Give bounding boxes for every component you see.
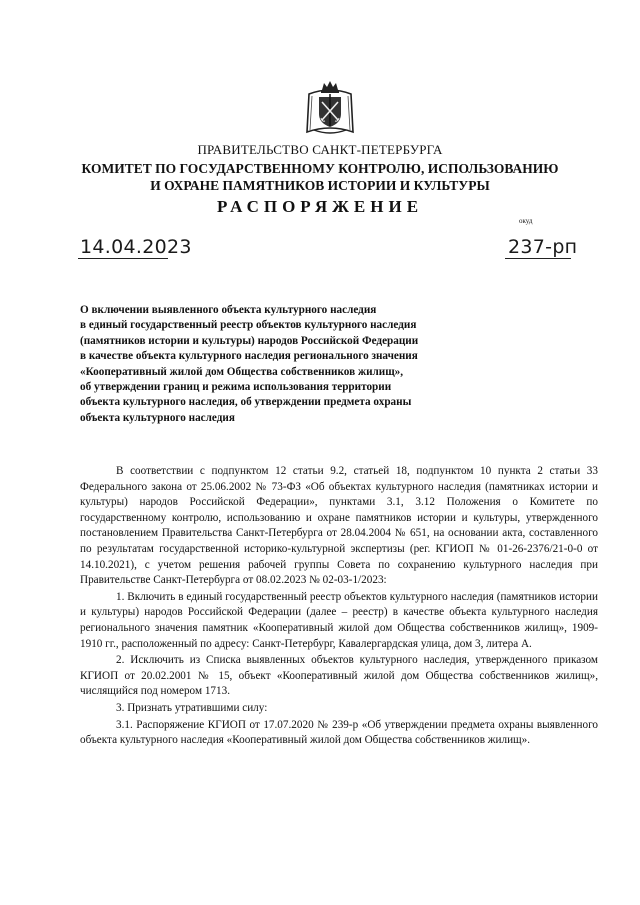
subject-line: (памятников истории и культуры) народов Российской Федерации — [80, 334, 419, 347]
document-type: РАСПОРЯЖЕНИЕ — [216, 197, 424, 216]
subject-line: «Кооперативный жилой дом Общества собственников жилищ», — [80, 365, 404, 378]
subject-line: О включении выявленного объекта культурного наследия — [80, 304, 377, 316]
item-3-1-paragraph: 3.1. Распоряжение КГИОП от 17.07.2020 № 239-р «Об утверждении предмета охраны выявленного объекта культурного наследия «Кооперативный жилой дом Общества собственников жилищ». — [80, 718, 598, 747]
committee-title — [0, 160, 640, 194]
preamble-paragraph: В соответствии с подпунктом 12 статьи 9.2, статьей 18, подпунктом 10 пункта 2 статьи 33 Федерального закона от 25.06.2002 № 73-ФЗ «Об объектах культурного наследия (памятниках истории и культуры) народов Российской Федерации», пунктами 3.1, 3.12 Положения о Комитете по государственному контролю, использованию и охране памятников истории и культуры, утвержденного постановлением Правительства Санкт-Петербурга от 28.04.2004 № 651, на основании акта, составленного по результатам государственной историко-культурной экспертизы (рег. КГИОП № 01-26-2376/21-0-0 от 14.10.2021), с учетом решения рабочей группы Совета по сохранению культурного наследия при Правительстве Санкт-Петербурга от 08.02.2023 № 02-03-1/2023: — [80, 465, 598, 587]
subject-line: в единый государственный реестр объектов культурного наследия — [80, 319, 417, 332]
subject-line: объекта культурного наследия, об утверждении предмета охраны — [80, 396, 412, 409]
okud-label: окуд — [519, 217, 533, 225]
subject-line: об утверждении границ и режима использования территории — [80, 381, 392, 394]
subject-line: объекта культурного наследия — [80, 411, 235, 424]
order-date: 14.04.2023 — [80, 236, 192, 258]
order-number: 237-рп — [508, 236, 578, 258]
coat-of-arms-emblem — [304, 80, 356, 138]
committee-title-line: И ОХРАНЕ ПАМЯТНИКОВ ИСТОРИИ И КУЛЬТУРЫ — [150, 178, 490, 193]
item-2-paragraph: 2. Исключить из Списка выявленных объектов культурного наследия, утвержденного приказом КГИОП от 20.02.2001 № 15, объект «Кооперативный жилой дом Общества собственников жилищ», числящийся под номером 1713. — [80, 654, 598, 698]
number-underline — [505, 258, 571, 259]
date-underline — [78, 258, 168, 259]
order-body — [80, 464, 598, 749]
order-subject — [80, 303, 520, 426]
committee-title-line: КОМИТЕТ ПО ГОСУДАРСТВЕННОМУ КОНТРОЛЮ, ИСПОЛЬЗОВАНИЮ — [81, 161, 559, 176]
item-1-paragraph: 1. Включить в единый государственный реестр объектов культурного наследия (памятников истории и культуры) народов Российской Федерации (далее – реестр) в качестве объекта культурного наследия регионального значения памятник «Кооперативный жилой дом Общества собственников жилищ», 1909-1910 гг., расположенный по адресу: Санкт-Петербург, Кавалергардская улица, дом 3, литера А. — [80, 590, 598, 650]
government-title: ПРАВИТЕЛЬСТВО САНКТ-ПЕТЕРБУРГА — [197, 142, 443, 157]
subject-line: в качестве объекта культурного наследия регионального значения — [80, 350, 418, 363]
item-3-paragraph: 3. Признать утратившими силу: — [116, 701, 268, 714]
